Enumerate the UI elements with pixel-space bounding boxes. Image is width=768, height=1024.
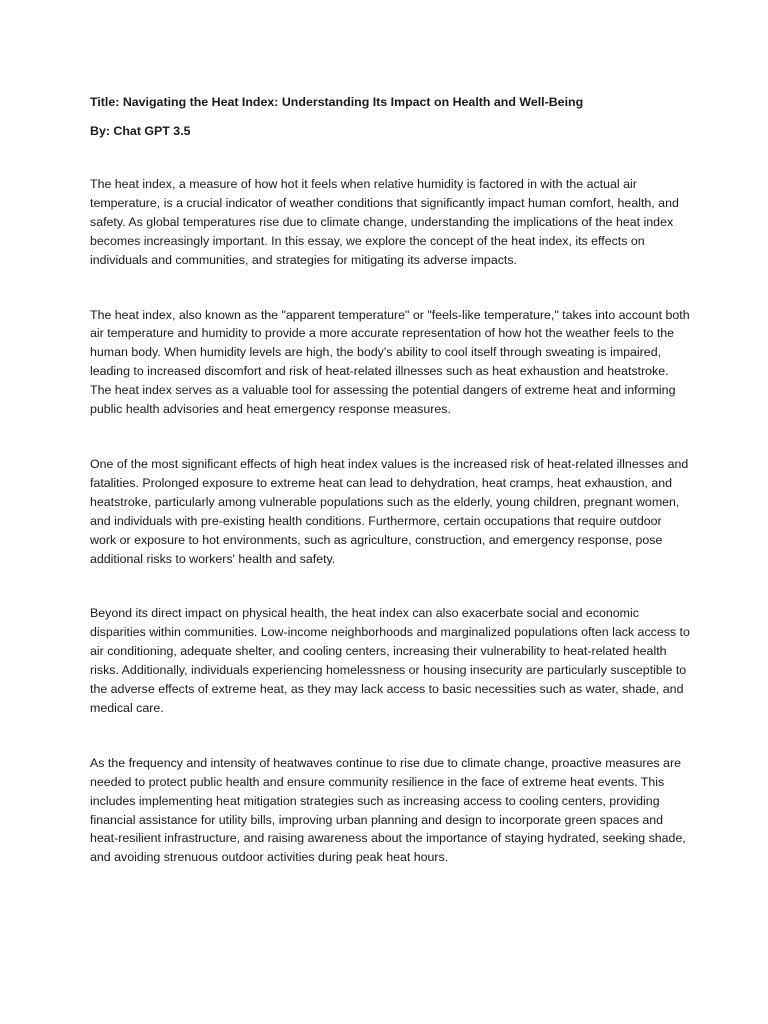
document-author: By: Chat GPT 3.5 [90,124,191,138]
paragraph-4: Beyond its direct impact on physical health, the heat index can also exacerbate social and economic disparities within communities. Low-income neighborhoods and marginalized populations often lack access to air conditioning, adequate shelter, and cooling centers, increasing their vulnerability to heat-related health risks. Additionally, individuals experiencing homelessness or housing insecurity are particularly susceptible to the adverse effects of extreme heat, as they may lack access to basic necessities such as water, shade, and medical care. [90,606,690,715]
paragraph-2: The heat index, also known as the "apparent temperature" or "feels-like temperature," takes into account both air temperature and humidity to provide a more accurate representation of how hot the weather feels to the human body. When humidity levels are high, the body's ability to cool itself through sweating is impaired, leading to increased discomfort and risk of heat-related illnesses such as heat exhaustion and heatstroke. The heat index serves as a valuable tool for assessing the potential dangers of extreme heat and informing public health advisories and heat emergency response measures. [90,307,690,417]
document-title: Title: Navigating the Heat Index: Understanding Its Impact on Health and Well-Being [90,95,584,109]
paragraph-5: As the frequency and intensity of heatwaves continue to rise due to climate change, proactive measures are needed to protect public health and ensure community resilience in the face of extreme heat events. This includes implementing heat mitigation strategies such as increasing access to cooling centers, providing financial assistance for utility bills, improving urban planning and design to incorporate green spaces and heat-resilient infrastructure, and raising awareness about the importance of staying hydrated, seeking shade, and avoiding strenuous outdoor activities during peak heat hours. [90,755,686,865]
paragraph-3: One of the most significant effects of high heat index values is the increased risk of heat-related illnesses and fatalities. Prolonged exposure to extreme heat can lead to dehydration, heat cramps, heat exhaustion, and heatstroke, particularly among vulnerable populations such as the elderly, young children, pregnant women, and individuals with pre-existing health conditions. Furthermore, certain occupations that require outdoor work or exposure to hot environments, such as agriculture, construction, and emergency response, pose additional risks to workers' health and safety. [90,456,689,566]
paragraph-1: The heat index, a measure of how hot it feels when relative humidity is factored in with the actual air temperature, is a crucial indicator of weather conditions that significantly impact human comfort, health, and safety. As global temperatures rise due to climate change, understanding the implications of the heat index becomes increasingly important. In this essay, we explore the concept of the heat index, its effects on individuals and communities, and strategies for mitigating its adverse impacts. [90,177,679,267]
document-body [90,93,690,867]
